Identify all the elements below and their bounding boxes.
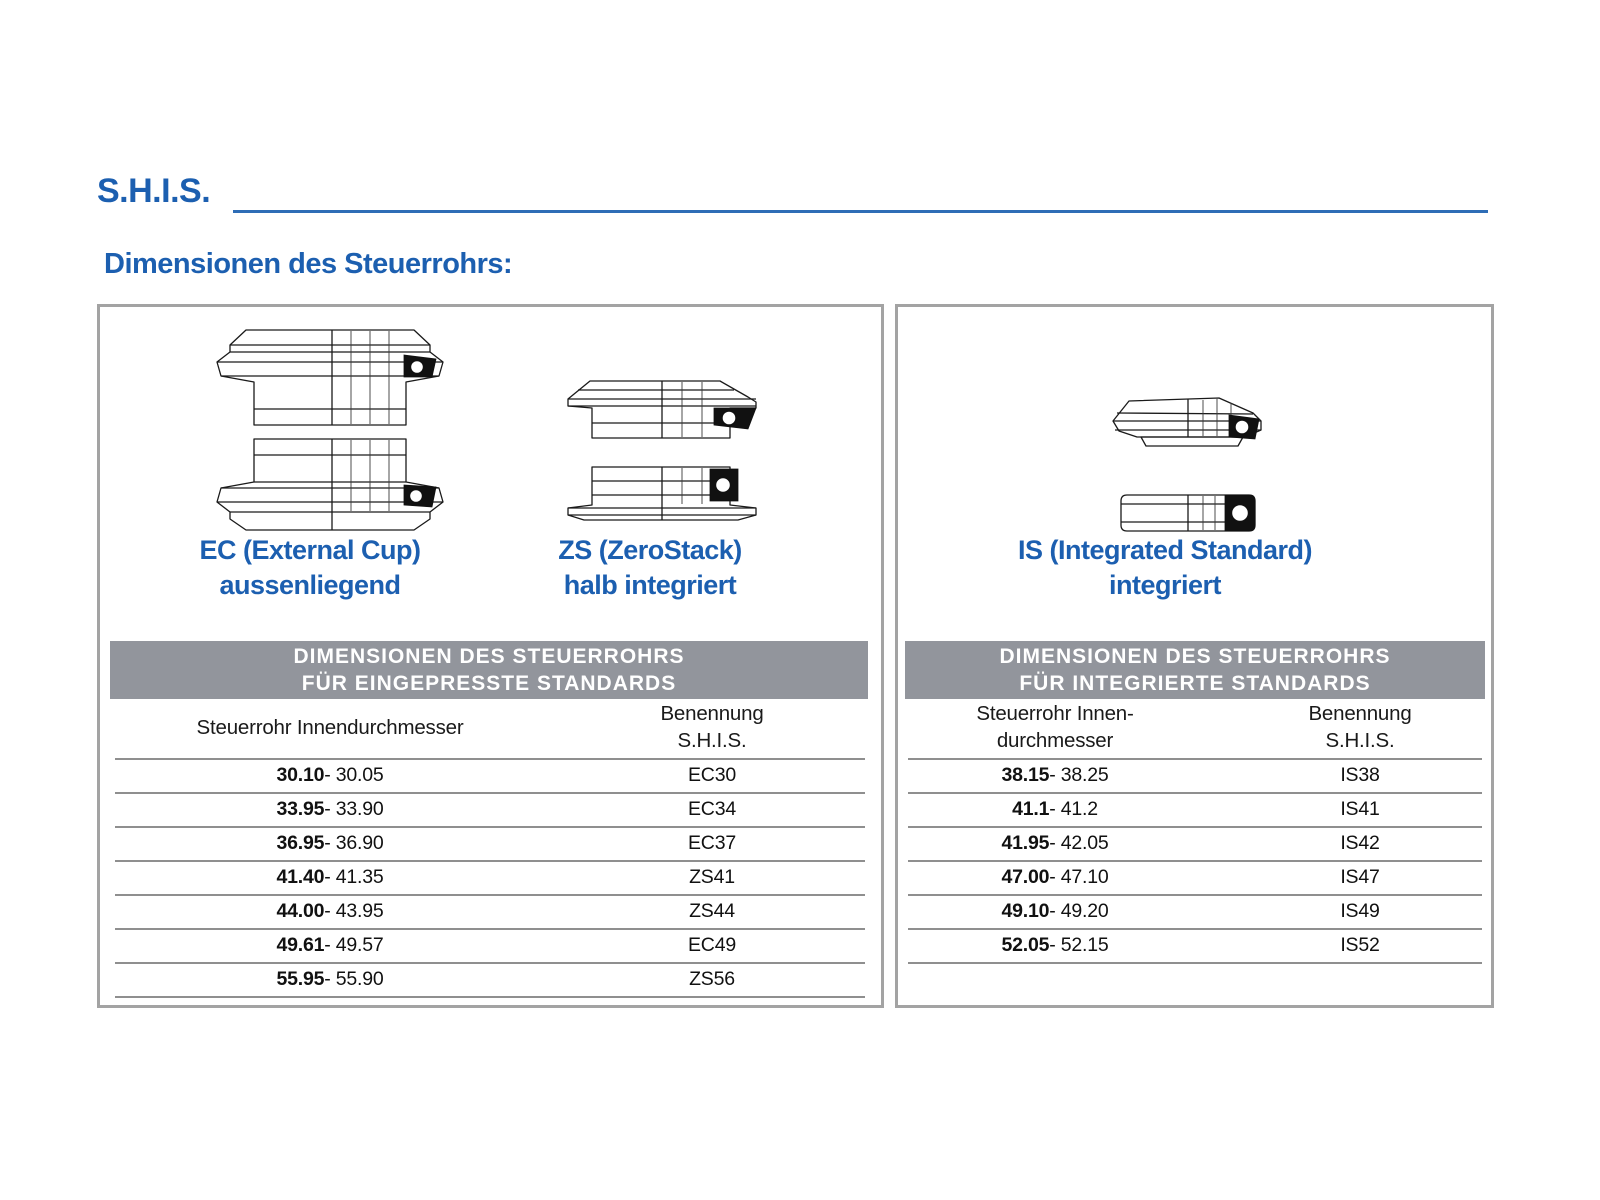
zs-diagram-label (525, 533, 775, 603)
zs-label-title: ZS (ZeroStack) (558, 535, 742, 565)
dimension-cell: 41.1 - 41.2 (1012, 797, 1098, 820)
dimension-cell: 55.95 - 55.90 (276, 967, 384, 990)
dimension-cell: 44.00 - 43.95 (276, 899, 384, 922)
table-row (898, 894, 1491, 928)
shis-cell: ZS56 (689, 967, 735, 990)
table-rule (908, 962, 1482, 964)
shis-cell: IS47 (1340, 865, 1380, 888)
banner-line1: DIMENSIONEN DES STEUERROHRS (293, 645, 685, 668)
table-row (100, 928, 881, 962)
column-header-shis: Benennung S.H.I.S. (660, 702, 764, 752)
title-rule (233, 210, 1488, 213)
table-row (898, 860, 1491, 894)
zs-label-subtitle: halb integriert (563, 570, 737, 600)
table-row (100, 826, 881, 860)
section-subtitle: Dimensionen des Steuerrohrs: (104, 248, 513, 280)
integrated-standards-panel (895, 304, 1494, 1008)
table-row (898, 758, 1491, 792)
table-row (898, 826, 1491, 860)
dimension-cell: 41.95 - 42.05 (1001, 831, 1109, 854)
integrated-table-banner (905, 641, 1485, 699)
shis-cell: IS52 (1340, 933, 1380, 956)
table-row (100, 758, 881, 792)
page-title: S.H.I.S. (97, 172, 211, 210)
dimension-cell: 30.10 - 30.05 (276, 763, 384, 786)
column-header-dimension: Steuerrohr Innen- durchmesser (976, 702, 1134, 752)
dimension-cell: 49.10 - 49.20 (1001, 899, 1109, 922)
is-diagram-label (1005, 533, 1325, 603)
ec-diagram-label (185, 533, 435, 603)
shis-cell: ZS44 (689, 899, 735, 922)
ec-label-subtitle: aussenliegend (219, 570, 401, 600)
table-rule (115, 996, 865, 998)
shis-cell: EC30 (688, 763, 736, 786)
ec-label-title: EC (External Cup) (199, 535, 421, 565)
shis-cell: ZS41 (689, 865, 735, 888)
shis-cell: IS41 (1340, 797, 1380, 820)
is-label-title: IS (Integrated Standard) (1017, 535, 1313, 565)
table-row (100, 962, 881, 996)
column-header-dimension: Steuerrohr Innendurchmesser (196, 715, 464, 739)
banner-line2: FÜR EINGEPRESSTE STANDARDS (301, 672, 677, 695)
banner-line1: DIMENSIONEN DES STEUERROHRS (999, 645, 1391, 668)
dimension-cell: 49.61 - 49.57 (276, 933, 384, 956)
dimension-cell: 52.05 - 52.15 (1001, 933, 1109, 956)
dimension-cell: 41.40 - 41.35 (276, 865, 384, 888)
zs-headset-drawing (562, 369, 762, 541)
table-row (100, 894, 881, 928)
shis-cell: IS42 (1340, 831, 1380, 854)
pressed-table-banner (110, 641, 868, 699)
dimension-cell: 33.95 - 33.90 (276, 797, 384, 820)
pressed-standards-panel (97, 304, 884, 1008)
table-row (100, 792, 881, 826)
dimension-cell: 47.00 - 47.10 (1001, 865, 1109, 888)
shis-cell: EC49 (688, 933, 736, 956)
is-headset-drawing (1103, 389, 1273, 539)
shis-cell: EC37 (688, 831, 736, 854)
table-row (100, 860, 881, 894)
table-row (898, 792, 1491, 826)
column-header-shis: Benennung S.H.I.S. (1308, 702, 1412, 752)
ec-headset-drawing (210, 319, 455, 531)
dimension-cell: 38.15 - 38.25 (1001, 763, 1109, 786)
dimension-cell: 36.95 - 36.90 (276, 831, 384, 854)
shis-cell: IS49 (1340, 899, 1380, 922)
table-row (898, 928, 1491, 962)
shis-cell: EC34 (688, 797, 736, 820)
shis-cell: IS38 (1340, 763, 1380, 786)
banner-line2: FÜR INTEGRIERTE STANDARDS (1019, 672, 1371, 695)
is-label-subtitle: integriert (1108, 570, 1222, 600)
